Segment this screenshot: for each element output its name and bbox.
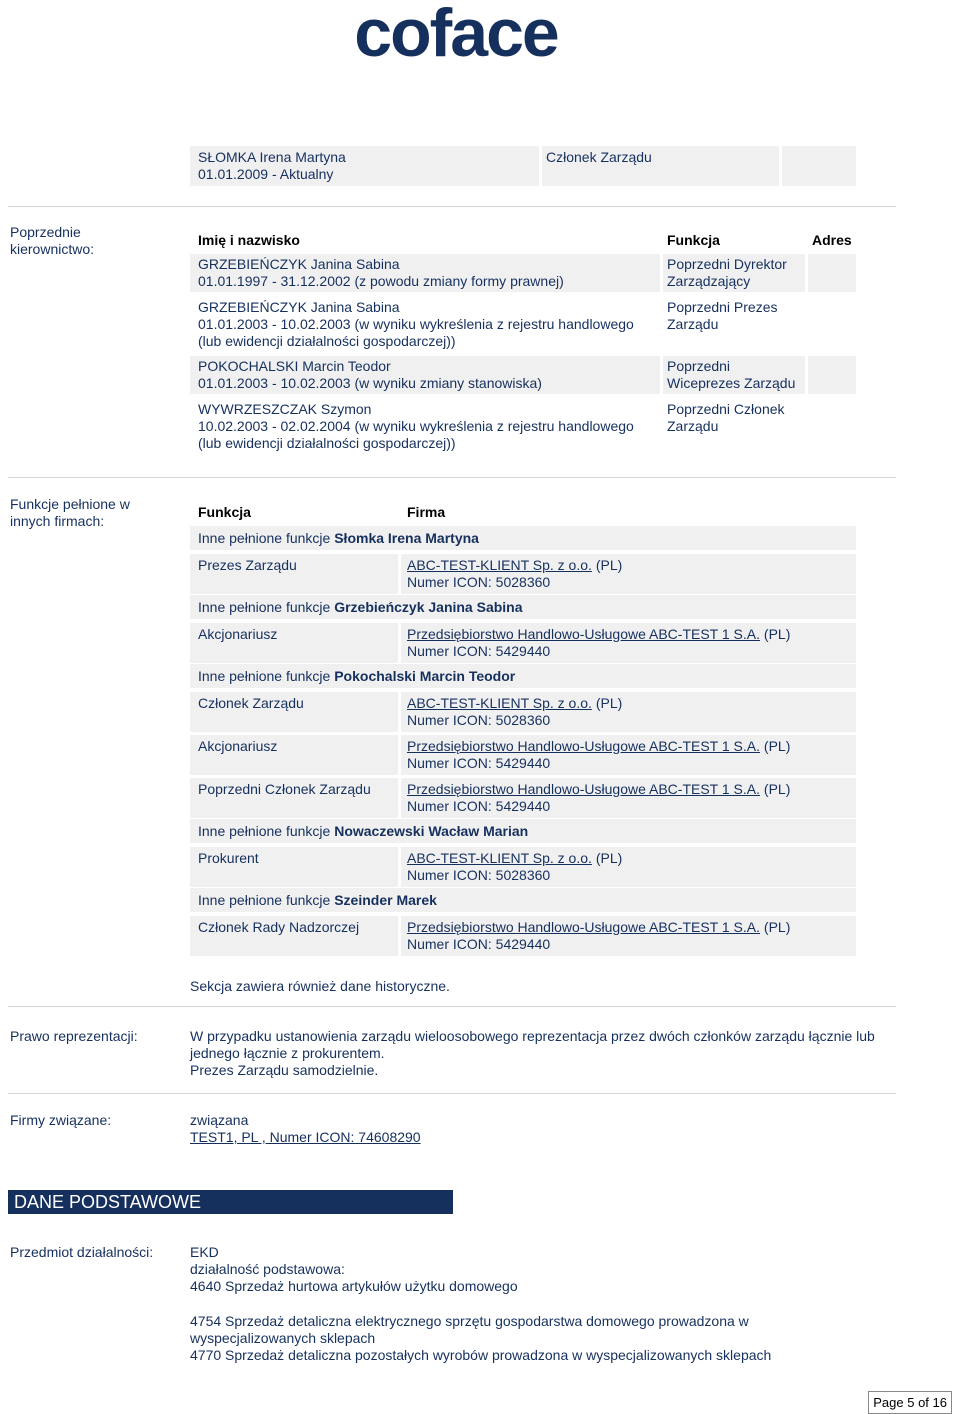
group-header — [198, 668, 515, 685]
row-function: Akcjonariusz — [198, 738, 278, 754]
prev-row-detail: 01.01.2003 - 10.02.2003 (w wyniku wykreślenia z rejestru handlowego (lub ewidencji działalności gospodarczej)) — [198, 316, 634, 349]
firm-country: (PL) — [763, 919, 791, 935]
firm-country: (PL) — [595, 850, 623, 866]
row-firm-line — [407, 738, 790, 755]
prev-row-function: Poprzedni Wiceprezes Zarządu — [667, 358, 796, 391]
firm-country: (PL) — [595, 695, 623, 711]
firm-link[interactable]: ABC-TEST-KLIENT Sp. z o.o. — [407, 850, 592, 866]
group-header — [198, 823, 528, 840]
other-label: Funkcje pełnione w innych firmach: — [10, 496, 130, 529]
prev-header-address: Adres — [812, 232, 852, 248]
row-function: Członek Zarządu — [198, 695, 304, 711]
firm-country: (PL) — [763, 738, 791, 754]
row-firm-line — [407, 781, 790, 798]
group-prefix: Inne pełnione funkcje — [198, 823, 331, 839]
top-member-name: SŁOMKA Irena Martyna — [198, 149, 346, 165]
group-person: Nowaczewski Wacław Marian — [334, 823, 529, 839]
group-person: Słomka Irena Martyna — [334, 530, 479, 546]
firm-link[interactable]: Przedsiębiorstwo Handlowo-Usługowe ABC-TEST 1 S.A. — [407, 781, 761, 797]
firm-icon-number: Numer ICON: 5028360 — [407, 574, 551, 590]
firm-icon-number: Numer ICON: 5429440 — [407, 643, 551, 659]
row-function: Poprzedni Członek Zarządu — [198, 781, 371, 797]
row-firm-line — [407, 626, 790, 643]
prev-row-name: GRZEBIEŃCZYK Janina Sabina — [198, 256, 400, 272]
prev-header-name: Imię i nazwisko — [198, 232, 300, 248]
row-function: Prokurent — [198, 850, 259, 866]
divider — [8, 477, 896, 478]
group-person: Pokochalski Marcin Teodor — [334, 668, 516, 684]
row-function: Akcjonariusz — [198, 626, 278, 642]
group-header — [198, 599, 523, 616]
firm-link[interactable]: Przedsiębiorstwo Handlowo-Usługowe ABC-TEST 1 S.A. — [407, 626, 761, 642]
firm-icon-number: Numer ICON: 5429440 — [407, 755, 551, 771]
prev-row-detail: 10.02.2003 - 02.02.2004 (w wyniku wykreślenia z rejestru handlowego (lub ewidencji działalności gospodarczej)) — [198, 418, 634, 451]
prev-header-function: Funkcja — [667, 232, 720, 248]
firm-icon-number: Numer ICON: 5028360 — [407, 712, 551, 728]
prev-row-bg — [808, 356, 856, 394]
group-prefix: Inne pełnione funkcje — [198, 599, 331, 615]
activity-line: 4640 Sprzedaż hurtowa artykułów użytku domowego — [190, 1278, 518, 1294]
coface-logo — [336, 0, 576, 64]
prev-row-name: WYWRZESZCZAK Szymon — [198, 401, 372, 417]
prev-label: Poprzednie kierownictwo: — [10, 224, 95, 257]
top-member-address-cell — [782, 146, 856, 186]
representation-line1: W przypadku ustanowienia zarządu wieloosobowego reprezentacja przez dwóch członków zarządu łącznie lub — [190, 1028, 875, 1044]
prev-row-function: Poprzedni Dyrektor Zarządzający — [667, 256, 787, 289]
row-firm-line — [407, 557, 622, 574]
row-function: Prezes Zarządu — [198, 557, 297, 573]
activity-line: wyspecjalizowanych sklepach — [190, 1330, 376, 1346]
firm-link[interactable]: Przedsiębiorstwo Handlowo-Usługowe ABC-TEST 1 S.A. — [407, 738, 761, 754]
firm-country: (PL) — [595, 557, 623, 573]
firm-icon-number: Numer ICON: 5028360 — [407, 867, 551, 883]
firm-link[interactable]: ABC-TEST-KLIENT Sp. z o.o. — [407, 695, 592, 711]
group-header — [198, 530, 479, 547]
group-person: Grzebieńczyk Janina Sabina — [334, 599, 523, 615]
prev-row-function: Poprzedni Prezes Zarządu — [667, 299, 778, 332]
other-header-firm: Firma — [407, 504, 446, 520]
row-firm-line — [407, 850, 622, 867]
row-firm-line — [407, 695, 622, 712]
activity-line: EKD — [190, 1244, 219, 1260]
firm-link[interactable]: ABC-TEST-KLIENT Sp. z o.o. — [407, 557, 592, 573]
logo-text: coface — [354, 0, 558, 64]
divider — [8, 1006, 896, 1007]
prev-row-bg — [808, 254, 856, 292]
prev-row-function: Poprzedni Członek Zarządu — [667, 401, 785, 434]
firm-link[interactable]: Przedsiębiorstwo Handlowo-Usługowe ABC-TEST 1 S.A. — [407, 919, 761, 935]
top-member-function: Członek Zarządu — [546, 149, 652, 165]
prev-row-name: GRZEBIEŃCZYK Janina Sabina — [198, 299, 400, 315]
group-prefix: Inne pełnione funkcje — [198, 530, 331, 546]
firm-icon-number: Numer ICON: 5429440 — [407, 936, 551, 952]
divider — [8, 206, 896, 207]
group-prefix: Inne pełnione funkcje — [198, 892, 331, 908]
divider — [8, 1093, 896, 1094]
prev-row-detail: 01.01.2003 - 10.02.2003 (w wyniku zmiany stanowiska) — [198, 375, 542, 391]
group-person: Szeinder Marek — [334, 892, 437, 908]
group-header — [198, 892, 437, 909]
activity-line: działalność podstawowa: — [190, 1261, 345, 1277]
firm-country: (PL) — [763, 781, 791, 797]
related-label: Firmy związane: — [10, 1112, 112, 1128]
related-type: związana — [190, 1112, 249, 1128]
representation-line2: jednego łącznie z prokurentem. — [190, 1045, 385, 1061]
activity-line: 4770 Sprzedaż detaliczna pozostałych wyrobów prowadzona w wyspecjalizowanych sklepach — [190, 1347, 772, 1363]
firm-country: (PL) — [763, 626, 791, 642]
top-member-period: 01.01.2009 - Aktualny — [198, 166, 334, 182]
section-banner: DANE PODSTAWOWE — [8, 1190, 453, 1214]
historical-note: Sekcja zawiera również dane historyczne. — [190, 978, 450, 994]
row-function: Członek Rady Nadzorczej — [198, 919, 360, 935]
activity-line: 4754 Sprzedaż detaliczna elektrycznego sprzętu gospodarstwa domowego prowadzona w — [190, 1313, 749, 1329]
related-firm-link[interactable]: TEST1, PL , Numer ICON: 74608290 — [190, 1129, 421, 1145]
prev-row-name: POKOCHALSKI Marcin Teodor — [198, 358, 391, 374]
activity-label: Przedmiot działalności: — [10, 1244, 154, 1260]
group-prefix: Inne pełnione funkcje — [198, 668, 331, 684]
representation-line3: Prezes Zarządu samodzielnie. — [190, 1062, 379, 1078]
other-header-function: Funkcja — [198, 504, 251, 520]
firm-icon-number: Numer ICON: 5429440 — [407, 798, 551, 814]
prev-row-detail: 01.01.1997 - 31.12.2002 (z powodu zmiany formy prawnej) — [198, 273, 564, 289]
row-firm-line — [407, 919, 790, 936]
representation-label: Prawo reprezentacji: — [10, 1028, 138, 1044]
page-number: Page 5 of 16 — [868, 1391, 952, 1414]
